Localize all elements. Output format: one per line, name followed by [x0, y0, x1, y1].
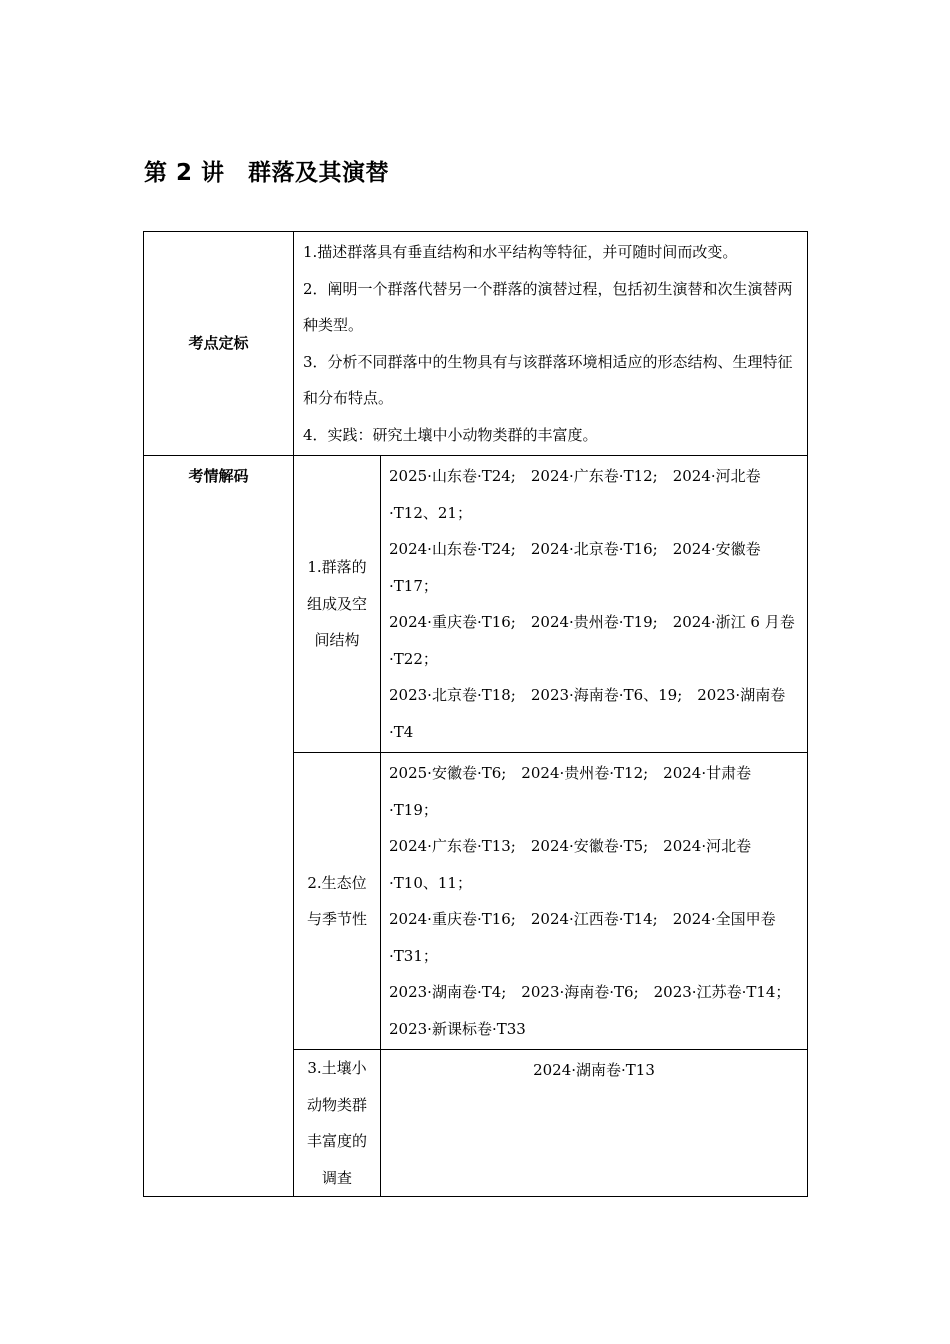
- topic-refs: [381, 1050, 808, 1197]
- objectives-cell: [294, 232, 808, 456]
- analysis-label: 考情解码: [144, 456, 294, 1197]
- topic-refs: [381, 753, 808, 1050]
- ref-line: 2024·重庆卷·T16; 2024·贵州卷·T19; 2024·浙江 6 月卷·T22；: [389, 613, 795, 668]
- ref-line: 2023·北京卷·T18; 2023·海南卷·T6、19; 2023·湖南卷·T4: [389, 686, 786, 741]
- page-title: 第 2 讲 群落及其演替: [144, 160, 390, 186]
- topic-name: 2.生态位与季节性: [294, 753, 381, 1050]
- objective-item: 3．分析不同群落中的生物具有与该群落环境相适应的形态结构、生理特征和分布特点。: [303, 352, 793, 407]
- objectives-label: 考点定标: [144, 232, 294, 456]
- objective-item: 1.描述群落具有垂直结构和水平结构等特征，并可随时间而改变。: [303, 243, 738, 261]
- topic-name: 1.群落的组成及空间结构: [294, 456, 381, 753]
- ref-line: 2025·安徽卷·T6; 2024·贵州卷·T12; 2024·甘肃卷·T19；: [389, 764, 752, 819]
- ref-line: 2024·广东卷·T13; 2024·安徽卷·T5; 2024·河北卷·T10、11；: [389, 837, 752, 892]
- objective-item: 2．阐明一个群落代替另一个群落的演替过程，包括初生演替和次生演替两种类型。: [303, 279, 793, 334]
- objective-item: 4．实践：研究土壤中小动物类群的丰富度。: [303, 425, 598, 444]
- topic-refs: [381, 456, 808, 753]
- ref-line: 2024·山东卷·T24; 2024·北京卷·T16; 2024·安徽卷·T17；: [389, 540, 761, 595]
- topic-row: [144, 456, 808, 753]
- exam-info-table: [143, 231, 808, 1197]
- ref-line: 2023·湖南卷·T4; 2023·海南卷·T6; 2023·江苏卷·T14；: [389, 983, 791, 1001]
- ref-line: 2023·新课标卷·T33: [389, 1019, 526, 1038]
- ref-line: 2025·山东卷·T24; 2024·广东卷·T12; 2024·河北卷·T12、21；: [389, 467, 761, 522]
- ref-line: 2024·重庆卷·T16; 2024·江西卷·T14; 2024·全国甲卷·T31；: [389, 910, 776, 965]
- objectives-row: [144, 232, 808, 456]
- topic-name: 3.土壤小动物类群丰富度的调查: [294, 1050, 381, 1197]
- ref-line: 2024·湖南卷·T13: [533, 1061, 655, 1079]
